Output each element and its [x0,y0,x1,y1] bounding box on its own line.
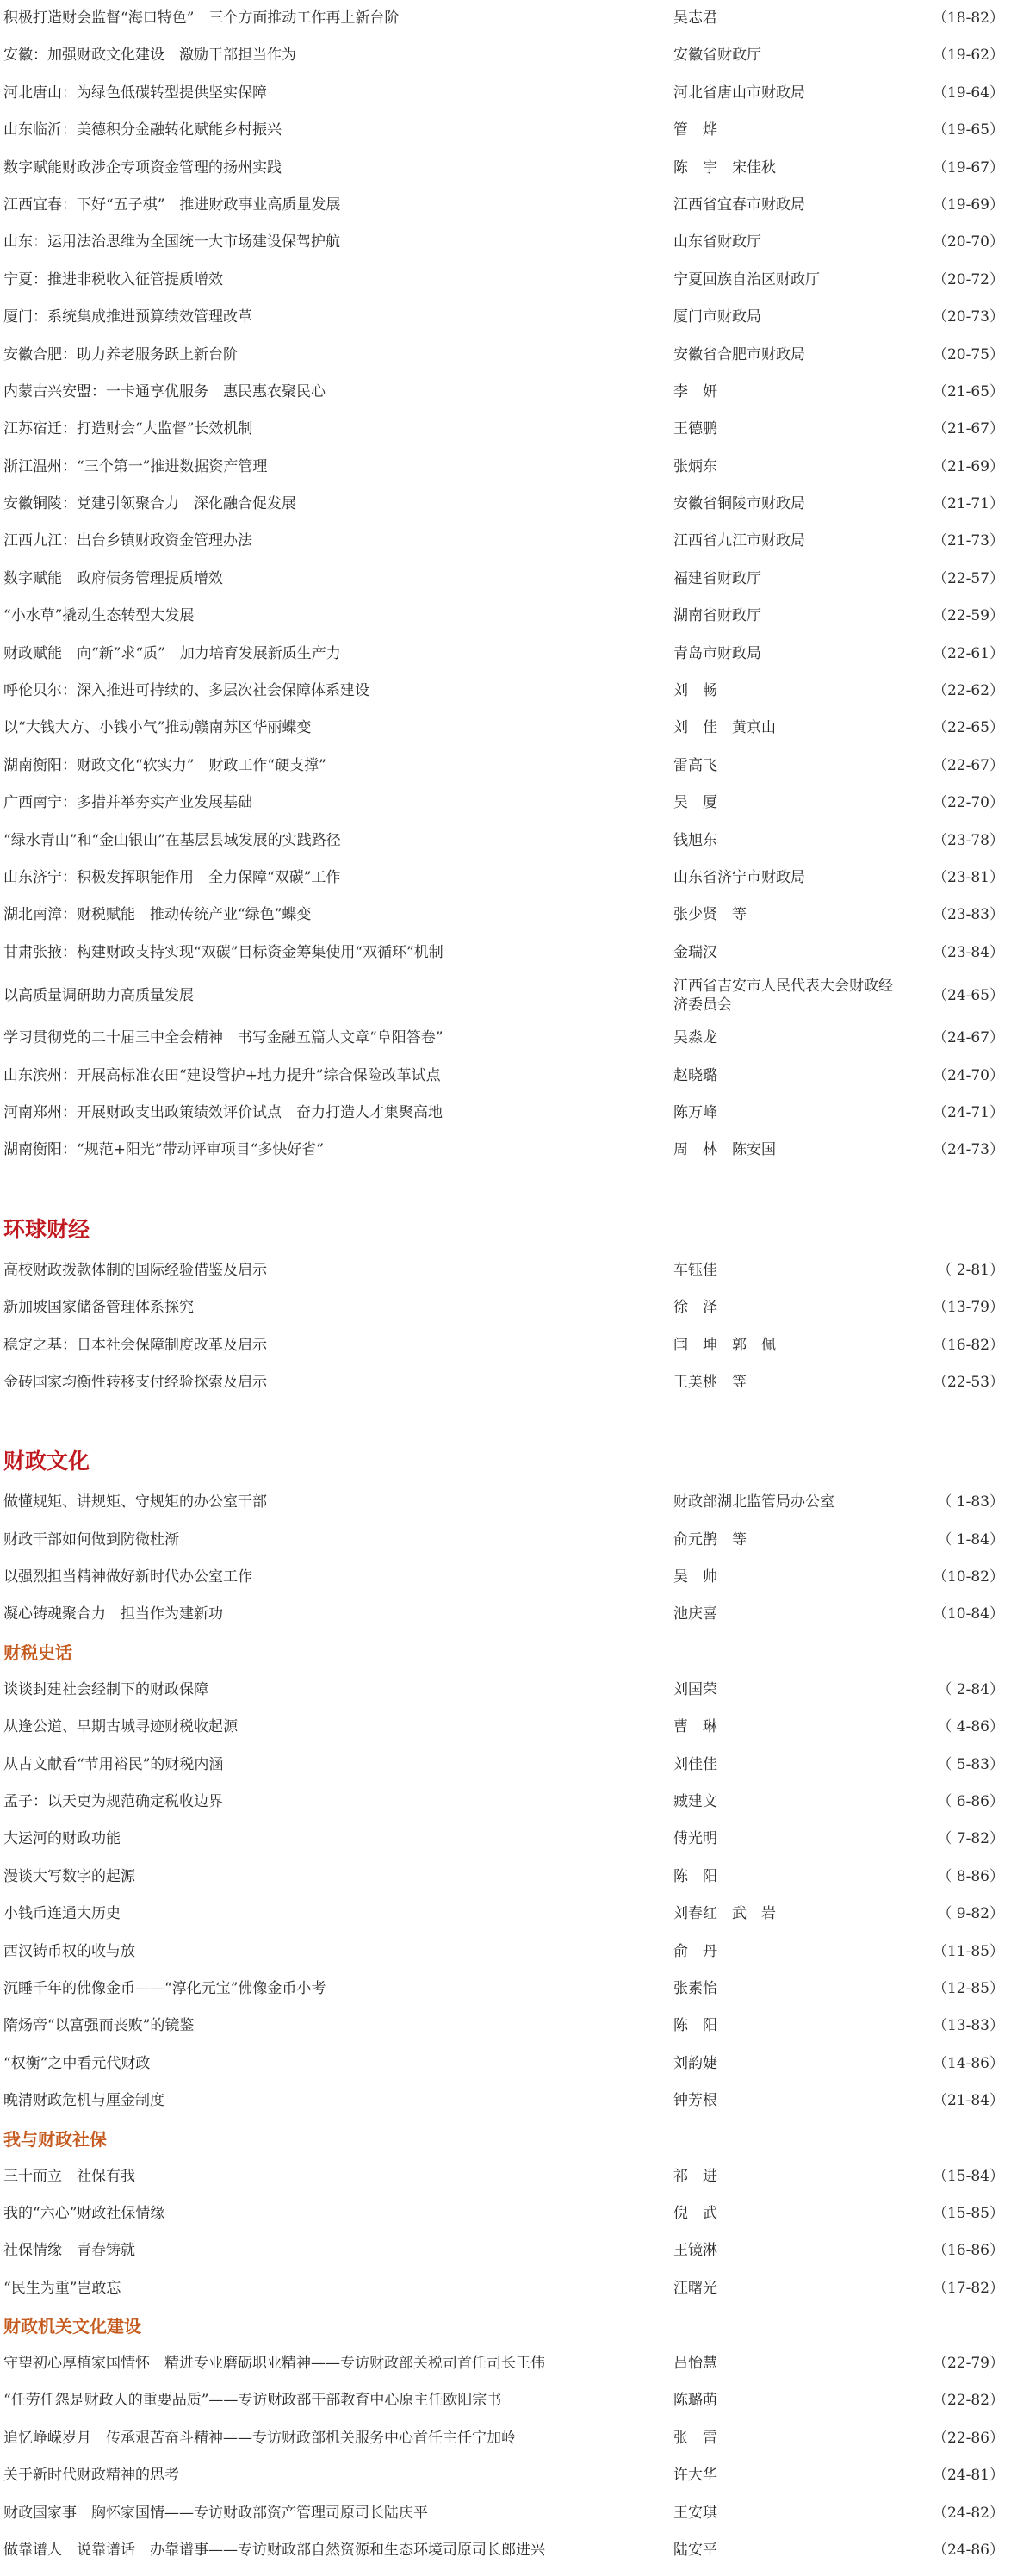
article-page-ref: （ 2-84） [937,1680,1004,1698]
article-author: 王美桃 等 [673,1373,747,1391]
article-page-ref: （23-84） [932,943,1004,961]
article-page-ref: （19-64） [932,84,1004,102]
article-row[interactable] [0,2195,1011,2232]
article-row[interactable] [0,2532,1011,2569]
article-title: 江西九江：出台乡镇财政资金管理办法 [3,532,252,550]
article-page-ref: （24-86） [932,2542,1004,2560]
article-page-ref: （19-62） [932,47,1004,65]
article-author: 湖南省财政厅 [673,607,761,625]
article-title: 晚清财政危机与厘金制度 [3,2092,164,2110]
article-title: 呼伦贝尔：深入推进可持续的、多层次社会保障体系建设 [3,682,369,700]
article-row[interactable] [0,636,1011,673]
article-list [0,2345,1011,2569]
article-author: 刘 佳 黄京山 [673,719,776,737]
article-title: 高校财政拨款体制的国际经验借鉴及启示 [3,1261,267,1279]
article-row[interactable] [0,1364,1011,1401]
article-title: 隋炀帝“以富强而丧败”的镜鉴 [3,2017,195,2035]
article-author: 张素怡 [673,1979,717,1997]
article-title: 守望初心厚植家国情怀 精进专业磨砺职业精神——专访财政部关税司首任司长王伟 [3,2355,545,2373]
article-row[interactable] [0,1132,1011,1169]
article-author: 宁夏回族自治区财政厅 [673,270,820,289]
article-author: 钟芳根 [673,2092,717,2110]
article-title: 数字赋能财政涉企专项资金管理的扬州实践 [3,158,282,177]
article-page-ref: （15-84） [932,2167,1004,2185]
article-page-ref: （22-53） [932,1373,1004,1391]
article-row[interactable] [0,2345,1011,2382]
article-title: 关于新时代财政精神的思考 [3,2467,179,2485]
article-author: 江西省吉安市人民代表大会财政经济委员会 [673,978,893,1015]
article-title: 追忆峥嵘岁月 传承艰苦奋斗精神——专访财政部机关服务中心首任主任宁加岭 [3,2429,516,2447]
article-author: 王德鹏 [673,420,717,438]
article-page-ref: （21-67） [932,420,1004,438]
article-list [0,0,1011,1170]
article-title: “小水草”撬动生态转型大发展 [3,607,195,625]
article-page-ref: （22-65） [932,719,1004,737]
article-title: 学习贯彻党的二十届三中全会精神 书写金融五篇大文章“阜阳答卷” [3,1029,443,1047]
article-author: 俞元鹊 等 [673,1530,747,1549]
article-row[interactable] [0,1784,1011,1821]
article-row[interactable] [0,411,1011,448]
article-title: 孟子：以天吏为规范确定税收边界 [3,1793,223,1811]
article-title: “任劳任怨是财政人的重要品质”——专访财政部干部教育中心原主任欧阳宗书 [3,2392,502,2410]
article-row[interactable] [0,0,1011,37]
article-author: 陈 阳 [673,1867,717,1885]
article-author: 山东省济宁市财政局 [673,868,805,886]
article-row[interactable] [0,2008,1011,2045]
article-page-ref: （ 9-82） [937,1905,1004,1923]
article-page-ref: （22-82） [932,2392,1004,2410]
article-row[interactable] [0,187,1011,224]
article-row[interactable] [0,2083,1011,2120]
article-page-ref: （ 1-83） [937,1493,1004,1511]
article-page-ref: （ 6-86） [937,1793,1004,1811]
article-page-ref: （22-57） [932,569,1004,587]
article-row[interactable] [0,37,1011,74]
article-page-ref: （22-61） [932,644,1004,662]
article-author: 吴志君 [673,9,717,27]
article-row[interactable] [0,673,1011,710]
section-history [0,1634,1011,2120]
article-title: “绿水青山”和“金山银山”在基层县域发展的实践路径 [3,831,341,849]
article-author: 汪曙光 [673,2279,717,2297]
article-row[interactable] [0,748,1011,785]
article-page-ref: （16-82） [932,1336,1004,1354]
article-row[interactable] [0,1821,1011,1858]
article-page-ref: （22-67） [932,756,1004,774]
article-page-ref: （19-67） [932,158,1004,177]
article-row[interactable] [0,1252,1011,1289]
article-list [0,2158,1011,2308]
article-title: “权衡”之中看元代财政 [3,2054,151,2072]
article-row[interactable] [0,1859,1011,1896]
article-author: 吴 帅 [673,1568,717,1586]
article-page-ref: （24-70） [932,1066,1004,1084]
article-page-ref: （18-82） [932,9,1004,27]
article-author: 刘国荣 [673,1680,717,1698]
article-title: 以高质量调研助力高质量发展 [3,987,194,1005]
article-page-ref: （22-62） [932,682,1004,700]
article-page-ref: （24-82） [932,2504,1004,2522]
article-page-ref: （ 1-84） [937,1530,1004,1549]
article-author: 青岛市财政局 [673,644,761,662]
article-page-ref: （24-81） [932,2467,1004,2485]
article-page-ref: （24-67） [932,1029,1004,1047]
article-row[interactable] [0,1058,1011,1095]
article-author: 福建省财政厅 [673,569,761,587]
article-row[interactable] [0,561,1011,598]
article-title: 厦门：系统集成推进预算绩效管理改革 [3,308,252,326]
article-row[interactable] [0,1559,1011,1596]
article-row[interactable] [0,822,1011,860]
article-author: 安徽省铜陵市财政局 [673,495,805,513]
article-title: 以强烈担当精神做好新时代办公室工作 [3,1568,252,1586]
article-title: 社保情缘 青春铸就 [3,2242,135,2260]
article-title: 新加坡国家储备管理体系探究 [3,1299,194,1317]
article-author: 周 林 陈安国 [673,1141,776,1159]
article-author: 闫 坤 郭 佩 [673,1336,776,1354]
article-title: 凝心铸魂聚合力 担当作为建新功 [3,1605,223,1623]
article-row[interactable] [0,1934,1011,1971]
article-row[interactable] [0,112,1011,149]
article-title: 以“大钱大方、小钱小气”推动赣南苏区华丽蝶变 [3,719,312,737]
article-author: 刘春红 武 岩 [673,1905,776,1923]
article-author: 徐 泽 [673,1299,717,1317]
article-title: 漫谈大写数字的起源 [3,1867,135,1885]
article-page-ref: （20-73） [932,308,1004,326]
article-row[interactable] [0,486,1011,523]
article-author: 吕怡慧 [673,2355,717,2373]
article-title: 积极打造财会监督“海口特色” 三个方面推动工作再上新台阶 [3,9,400,27]
article-title: 财政干部如何做到防微杜渐 [3,1530,179,1549]
article-page-ref: （17-82） [932,2279,1004,2297]
article-row[interactable] [0,1289,1011,1326]
article-page-ref: （12-85） [932,1979,1004,1997]
article-author: 张少贤 等 [673,906,747,924]
article-row[interactable] [0,2270,1011,2307]
subsection-heading: 财政机关文化建设 [3,2316,141,2337]
article-title: 小钱币连通大历史 [3,1905,121,1923]
article-page-ref: （14-86） [932,2054,1004,2072]
article-author: 赵晓璐 [673,1066,717,1084]
article-row[interactable] [0,860,1011,897]
article-author: 江西省九江市财政局 [673,532,805,550]
article-row[interactable] [0,598,1011,635]
article-page-ref: （22-86） [932,2429,1004,2447]
article-author: 陆安平 [673,2542,717,2560]
article-page-ref: （21-71） [932,495,1004,513]
article-row[interactable] [0,971,1011,1020]
article-row[interactable] [0,934,1011,971]
article-author: 管 烨 [673,121,717,140]
article-row[interactable] [0,224,1011,261]
article-title: 财政国家事 胸怀家国情——专访财政部资产管理司原司长陆庆平 [3,2504,428,2522]
article-author: 厦门市财政局 [673,308,761,326]
article-row[interactable] [0,1596,1011,1633]
article-page-ref: （22-79） [932,2355,1004,2373]
article-author: 陈万峰 [673,1103,717,1121]
article-page-ref: （ 7-82） [937,1830,1004,1848]
article-page-ref: （15-85） [932,2204,1004,2222]
article-title: 湖南衡阳：财政文化“软实力” 财政工作“硬支撑” [3,756,326,774]
section-social [0,2120,1011,2308]
article-title: 西汉铸币权的收与放 [3,1942,135,1960]
article-title: 湖南衡阳：“规范+阳光”带动评审项目“多快好省” [3,1141,325,1159]
article-title: 安徽合肥：助力养老服务跃上新台阶 [3,345,238,363]
article-row[interactable] [0,1327,1011,1364]
article-title: 做靠谱人 说靠谱话 办靠谱事——专访财政部自然资源和生态环境司原司长郎进兴 [3,2542,545,2560]
article-row[interactable] [0,299,1011,336]
article-author: 陈 宇 宋佳秋 [673,158,776,177]
article-page-ref: （20-75） [932,345,1004,363]
subsection-heading: 财税史话 [3,1642,72,1663]
article-author: 安徽省财政厅 [673,47,761,65]
article-title: 山东济宁：积极发挥职能作用 全力保障“双碳”工作 [3,868,341,886]
article-page-ref: （21-84） [932,2092,1004,2110]
article-author: 钱旭东 [673,831,717,849]
article-page-ref: （ 8-86） [937,1867,1004,1885]
article-author: 陈璐萌 [673,2392,717,2410]
article-page-ref: （22-70） [932,794,1004,812]
article-author: 安徽省合肥市财政局 [673,345,805,363]
article-row[interactable] [0,2232,1011,2269]
article-row[interactable] [0,2457,1011,2494]
article-title: 做懂规矩、讲规矩、守规矩的办公室干部 [3,1493,267,1511]
article-author: 俞 丹 [673,1942,717,1960]
article-row[interactable] [0,75,1011,112]
section-culture [0,1439,1011,1634]
article-page-ref: （10-82） [932,1568,1004,1586]
article-author: 傅光明 [673,1830,717,1848]
article-author: 江西省宜春市财政局 [673,196,805,214]
article-page-ref: （20-70） [932,233,1004,251]
article-title: 湖北南漳：财税赋能 推动传统产业“绿色”蝶变 [3,906,312,924]
article-page-ref: （23-78） [932,831,1004,849]
article-row[interactable] [0,262,1011,299]
article-list [0,1672,1011,2120]
article-title: 大运河的财政功能 [3,1830,121,1848]
article-page-ref: （21-73） [932,532,1004,550]
article-title: 数字赋能 政府债务管理提质增效 [3,569,223,587]
article-title: 山东滨州：开展高标准农田“建设管护+地力提升”综合保险改革试点 [3,1066,441,1084]
article-title: 谈谈封建社会经制下的财政保障 [3,1680,208,1698]
article-row[interactable] [0,2382,1011,2419]
article-title: 江苏宿迁：打造财会“大监督”长效机制 [3,420,253,438]
article-title: 财政赋能 向“新”求“质” 加力培育发展新质生产力 [3,644,341,662]
article-row[interactable] [0,710,1011,747]
article-page-ref: （ 5-83） [937,1755,1004,1773]
article-row[interactable] [0,449,1011,486]
article-author: 张炳东 [673,457,717,475]
article-author: 臧建文 [673,1793,717,1811]
article-page-ref: （19-69） [932,196,1004,214]
article-row[interactable] [0,337,1011,374]
article-page-ref: （21-65） [932,382,1004,400]
article-row[interactable] [0,523,1011,560]
article-author: 吴 厦 [673,794,717,812]
article-author: 张 雷 [673,2429,717,2447]
article-author: 祁 进 [673,2167,717,2185]
section-organ [0,2307,1011,2569]
article-title: 内蒙古兴安盟：一卡通享优服务 惠民惠农聚民心 [3,382,326,400]
article-author: 吴淼龙 [673,1029,717,1047]
article-title: 山东临沂：美德积分金融转化赋能乡村振兴 [3,121,282,140]
article-row[interactable] [0,1971,1011,2008]
article-page-ref: （10-84） [932,1605,1004,1623]
article-row[interactable] [0,2158,1011,2195]
section-heading: 环球财经 [3,1216,90,1242]
article-page-ref: （23-81） [932,868,1004,886]
section-heading: 财政文化 [3,1449,90,1474]
article-author: 山东省财政厅 [673,233,761,251]
article-row[interactable] [0,1484,1011,1521]
article-author: 刘佳佳 [673,1755,717,1773]
article-row[interactable] [0,1896,1011,1933]
article-page-ref: （24-73） [932,1141,1004,1159]
article-title: 宁夏：推进非税收入征管提质增效 [3,270,223,289]
article-title: 广西南宁：多措并举夯实产业发展基础 [3,794,252,812]
article-row[interactable] [0,2495,1011,2532]
article-title: 金砖国家均衡性转移支付经验探索及启示 [3,1373,267,1391]
article-page-ref: （13-83） [932,2017,1004,2035]
article-row[interactable] [0,1020,1011,1057]
article-title: 江西宜春：下好“五子棋” 推进财政事业高质量发展 [3,196,341,214]
article-list [0,1484,1011,1634]
article-author: 许大华 [673,2467,717,2485]
article-author: 金瑞汉 [673,943,717,961]
article-page-ref: （22-59） [932,607,1004,625]
article-title: 安徽：加强财政文化建设 激励干部担当作为 [3,47,296,65]
article-title: 河北唐山：为绿色低碳转型提供坚实保障 [3,84,267,102]
article-author: 倪 武 [673,2204,717,2222]
section-local [0,0,1011,1170]
article-title: 安徽铜陵：党建引领聚合力 深化融合促发展 [3,495,296,513]
article-page-ref: （19-65） [932,121,1004,140]
article-author: 曹 琳 [673,1718,717,1736]
article-title: 从逢公道、早期古城寻迹财税收起源 [3,1718,238,1736]
article-row[interactable] [0,897,1011,934]
section-global [0,1207,1011,1402]
article-page-ref: （24-71） [932,1103,1004,1121]
article-author: 车钰佳 [673,1261,717,1279]
article-title: 稳定之基：日本社会保障制度改革及启示 [3,1336,267,1354]
article-title: 甘肃张掖：构建财政支持实现“双碳”目标资金筹集使用“双循环”机制 [3,943,443,961]
article-list [0,1252,1011,1402]
article-author: 王安琪 [673,2504,717,2522]
article-row[interactable] [0,2420,1011,2457]
article-author: 陈 阳 [673,2017,717,2035]
article-row[interactable] [0,1709,1011,1746]
article-title: 从古文献看“节用裕民”的财税内涵 [3,1755,224,1773]
subsection-heading: 我与财政社保 [3,2128,107,2150]
article-row[interactable] [0,374,1011,411]
article-page-ref: （ 4-86） [937,1718,1004,1736]
article-title: 河南郑州：开展财政支出政策绩效评价试点 奋力打造人才集聚高地 [3,1103,443,1121]
article-author: 雷高飞 [673,756,717,774]
article-page-ref: （21-69） [932,457,1004,475]
article-page-ref: （13-79） [932,1299,1004,1317]
article-title: 三十而立 社保有我 [3,2167,135,2185]
article-row[interactable] [0,785,1011,822]
article-author: 王镜淋 [673,2242,717,2260]
article-row[interactable] [0,1672,1011,1709]
article-row[interactable] [0,2045,1011,2083]
article-author: 李 妍 [673,382,717,400]
article-author: 财政部湖北监管局办公室 [673,1493,834,1511]
article-page-ref: （23-83） [932,906,1004,924]
article-title: 山东：运用法治思维为全国统一大市场建设保驾护航 [3,233,340,251]
article-row[interactable] [0,1095,1011,1132]
article-author: 池庆喜 [673,1605,717,1623]
article-author: 刘 畅 [673,682,717,700]
article-row[interactable] [0,150,1011,187]
article-author: 刘韵婕 [673,2054,717,2072]
article-page-ref: （ 2-81） [937,1261,1004,1279]
article-author: 河北省唐山市财政局 [673,84,805,102]
article-row[interactable] [0,1747,1011,1784]
article-page-ref: （11-85） [932,1942,1004,1960]
article-title: 我的“六心”财政社保情缘 [3,2204,165,2222]
article-title: 浙江温州：“三个第一”推进数据资产管理 [3,457,268,475]
article-page-ref: （20-72） [932,270,1004,289]
article-title: “民生为重”岂敢忘 [3,2279,121,2297]
article-title: 沉睡千年的佛像金币——“淳化元宝”佛像金币小考 [3,1979,326,1997]
article-row[interactable] [0,1522,1011,1559]
article-page-ref: （24-65） [932,987,1004,1005]
article-page-ref: （16-86） [932,2242,1004,2260]
